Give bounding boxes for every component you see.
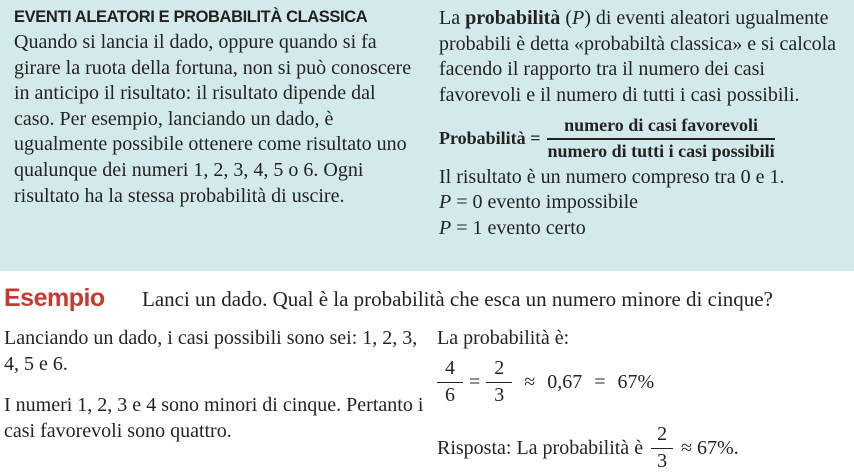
probability-intro-line: La probabilità è:: [437, 327, 570, 349]
p-zero-line: [439, 190, 846, 216]
example-favorable-paragraph: I numeri 1, 2, 3 e 4 sono minori di cinque. Pertanto i casi favorevoli sono quattro.: [4, 394, 424, 442]
fraction-2-3-numerator: 2: [486, 357, 512, 383]
probability-formula: [439, 115, 846, 161]
example-columns: [4, 325, 846, 473]
fraction-4-6-denominator: 6: [445, 384, 455, 406]
definition-text-3: ) di eventi aleatori ugualmente probabili è detta «probabiltà classica» e si calcola facendo il rapporto tra il numero dei casi favorevoli e il numero di tutti i casi possibili.: [439, 7, 837, 106]
calc-approx-sign: ≈: [524, 370, 536, 393]
formula-lhs: [439, 128, 540, 149]
formula-word: Probabilità: [439, 128, 526, 149]
answer-fraction-numerator: 2: [651, 423, 673, 449]
definition-text-2: (: [560, 7, 572, 29]
formula-fraction: [547, 115, 774, 161]
theory-intro-paragraph: Quando si lancia il dado, oppure quando si fa girare la ruota della fortuna, non si può conoscere in anticipo il risultato: il risultato dipende dal caso. Per esempio, lanciando un dado, è ugualmente possibile ottenere come risultato uno qualunque dei numeri 1, 2, 3, 4, 5 o 6. Ogni risultato ha la stessa probabilità di uscire.: [14, 31, 412, 207]
answer-suffix: ≈ 67%.: [681, 436, 739, 459]
answer-fraction-denominator: 3: [657, 450, 668, 472]
result-range-line: Il risultato è un numero compreso tra 0 e 1.: [439, 165, 785, 188]
p-zero-text: = 0 evento impossibile: [451, 191, 639, 214]
fraction-4-6-numerator: 4: [437, 357, 463, 383]
answer-fraction-2-3: [651, 423, 673, 473]
fraction-2-3-denominator: 3: [494, 384, 505, 406]
example-question: Lanci un dado. Qual è la probabilità che esca un numero minore di cinque?: [142, 287, 773, 311]
formula-numerator: numero di casi favorevoli: [547, 115, 774, 140]
p-one-variable: P: [439, 216, 452, 239]
calc-equals-2: =: [594, 370, 606, 393]
p-zero-variable: P: [439, 191, 452, 214]
example-answer: [437, 423, 846, 473]
fraction-2-3: [486, 357, 512, 407]
formula-denominator: numero di tutti i casi possibili: [547, 141, 775, 162]
definition-variable-p: P: [571, 7, 585, 29]
theory-right-column: [412, 5, 846, 271]
calc-percent-value: 67%: [617, 370, 655, 393]
example-header: [4, 284, 846, 313]
calc-equals-1: =: [469, 370, 481, 393]
theory-title: EVENTI ALEATORI E PROBABILITÀ CLASSICA: [14, 7, 368, 26]
calc-decimal-value: 0,67: [547, 370, 583, 393]
fraction-4-6: [437, 357, 463, 407]
example-label: Esempio: [4, 284, 105, 312]
definition-text-1: La: [439, 7, 466, 29]
theory-left-column: [14, 5, 412, 271]
formula-equals: =: [530, 128, 541, 149]
example-left-column: [4, 325, 437, 473]
probability-definition-paragraph: [439, 6, 846, 108]
probability-calculation: [437, 357, 846, 407]
example-cases-paragraph: Lanciando un dado, i casi possibili sono sei: 1, 2, 3, 4, 5 e 6.: [4, 327, 418, 375]
p-one-text: = 1 evento certo: [451, 216, 586, 239]
answer-prefix: Risposta: La probabilità è: [437, 436, 644, 459]
definition-bold-term: probabilità: [465, 7, 561, 29]
example-right-column: [437, 325, 846, 473]
p-one-line: [439, 216, 846, 242]
example-section: [0, 271, 854, 473]
